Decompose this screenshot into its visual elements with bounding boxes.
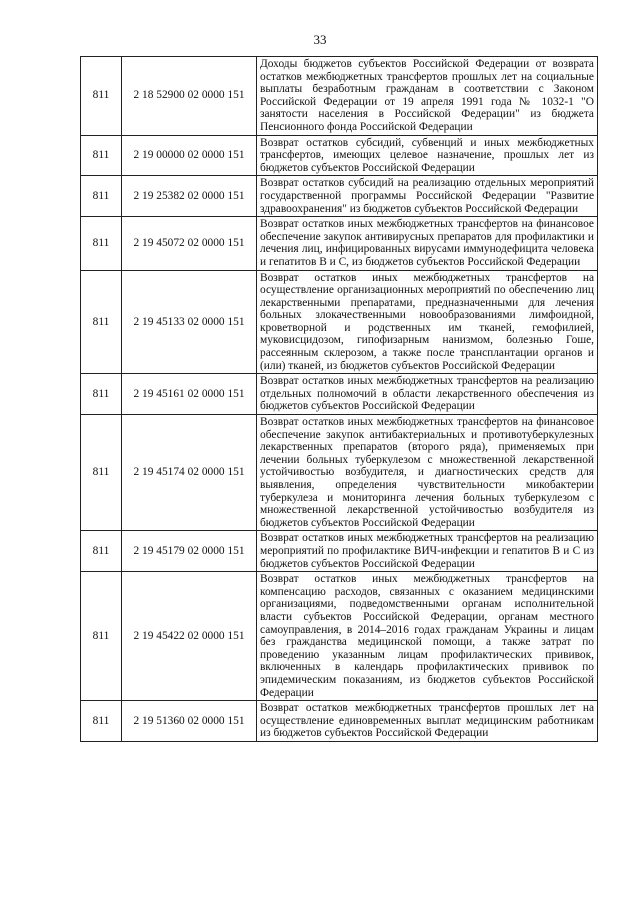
admin-code-cell: 811	[81, 531, 122, 572]
income-name-cell: Возврат остатков иных межбюджетных трансфертов на финансовое обеспечение закупок антивирусных препаратов для профилактики и лечения лиц, инфицированных вирусами иммунодефицита человека и гепатитов В и С, из бюджетов субъектов Российской Федерации	[257, 217, 598, 270]
table-row	[81, 135, 598, 176]
admin-code-cell: 811	[81, 415, 122, 531]
income-name-cell: Возврат остатков иных межбюджетных трансфертов на осуществление организационных мероприятий по обеспечению лиц лекарственными препаратами, предназначенными для лечения больных злокачественными новообразованиями лимфоидной, кроветворной и родственных им тканей, гемофилией, муковисцидозом, гипофизарным нанизмом, болезнью Гоше, рассеянным склерозом, а также после трансплантации органов и (или) тканей, из бюджетов субъектов Российской Федерации	[257, 270, 598, 374]
income-name-cell: Возврат остатков иных межбюджетных трансфертов на финансовое обеспечение закупок антибактериальных и противотуберкулезных лекарственных препаратов (второго ряда), применяемых при лечении больных туберкулезом с множественной лекарственной устойчивостью возбудителя, и диагностических средств для выявления, определения чувствительности микобактерии туберкулеза и мониторинга лечения больных туберкулезом с множественной лекарственной устойчивостью возбудителя из бюджетов субъектов Российской Федерации	[257, 415, 598, 531]
income-name-cell: Возврат остатков иных межбюджетных трансфертов на компенсацию расходов, связанных с оказанием медицинскими организациями, подведомственными органам исполнительной власти субъектов Российской Федерации, органам местного самоуправления, в 2014–2016 годах гражданам Украины и лицам без гражданства медицинской помощи, а также затрат по проведению указанным лицам профилактических прививок, включенных в календарь профилактических прививок по эпидемическим показаниям, из бюджетов субъектов Российской Федерации	[257, 572, 598, 701]
budget-code-cell: 2 19 45161 02 0000 151	[122, 374, 257, 415]
admin-code-cell: 811	[81, 217, 122, 270]
budget-classification-table	[80, 56, 598, 742]
admin-code-cell: 811	[81, 374, 122, 415]
budget-code-cell: 2 19 45133 02 0000 151	[122, 270, 257, 374]
admin-code-cell: 811	[81, 701, 122, 742]
income-name-cell: Доходы бюджетов субъектов Российской Федерации от возврата остатков межбюджетных трансфертов прошлых лет на социальные выплаты безработным гражданам в соответствии с Законом Российской Федерации от 19 апреля 1991 года № 1032-1 "О занятости населения в Российской Федерации" из бюджета Пенсионного фонда Российской Федерации	[257, 57, 598, 136]
budget-code-cell: 2 19 45179 02 0000 151	[122, 531, 257, 572]
income-name-cell: Возврат остатков субсидий, субвенций и иных межбюджетных трансфертов, имеющих целевое назначение, прошлых лет из бюджетов субъектов Российской Федерации	[257, 135, 598, 176]
income-name-cell: Возврат остатков иных межбюджетных трансфертов на реализацию мероприятий по профилактике ВИЧ-инфекции и гепатитов В и С из бюджетов субъектов Российской Федерации	[257, 531, 598, 572]
income-name-cell: Возврат остатков иных межбюджетных трансфертов на реализацию отдельных полномочий в области лекарственного обеспечения из бюджетов субъектов Российской Федерации	[257, 374, 598, 415]
budget-code-cell: 2 19 25382 02 0000 151	[122, 176, 257, 217]
admin-code-cell: 811	[81, 270, 122, 374]
table-row	[81, 217, 598, 270]
budget-code-cell: 2 19 45072 02 0000 151	[122, 217, 257, 270]
admin-code-cell: 811	[81, 57, 122, 136]
budget-code-cell: 2 19 51360 02 0000 151	[122, 701, 257, 742]
table-row	[81, 531, 598, 572]
budget-code-cell: 2 19 45422 02 0000 151	[122, 572, 257, 701]
table-row	[81, 176, 598, 217]
income-name-cell: Возврат остатков межбюджетных трансфертов прошлых лет на осуществление единовременных выплат медицинским работникам из бюджетов субъектов Российской Федерации	[257, 701, 598, 742]
admin-code-cell: 811	[81, 135, 122, 176]
table-row	[81, 270, 598, 374]
admin-code-cell: 811	[81, 572, 122, 701]
budget-code-cell: 2 18 52900 02 0000 151	[122, 57, 257, 136]
table-row	[81, 374, 598, 415]
admin-code-cell: 811	[81, 176, 122, 217]
table-row	[81, 57, 598, 136]
table-row	[81, 701, 598, 742]
budget-code-cell: 2 19 45174 02 0000 151	[122, 415, 257, 531]
table-row	[81, 572, 598, 701]
budget-code-cell: 2 19 00000 02 0000 151	[122, 135, 257, 176]
page-number: 33	[313, 32, 327, 47]
income-name-cell: Возврат остатков субсидий на реализацию отдельных мероприятий государственной программы Российской Федерации "Развитие здравоохранения" из бюджетов субъектов Российской Федерации	[257, 176, 598, 217]
table-row	[81, 415, 598, 531]
